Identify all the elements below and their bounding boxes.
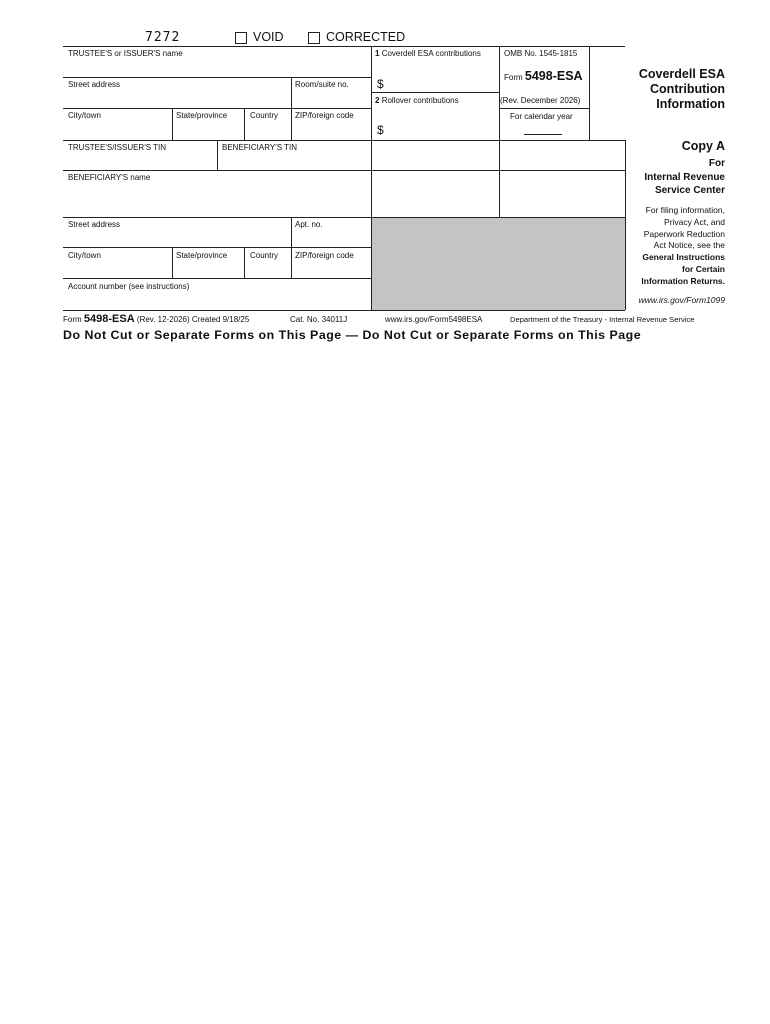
filing-info [620,205,725,288]
box1-text: Coverdell ESA contributions [381,49,481,58]
copy-recipient [620,157,725,198]
form-id [504,69,583,85]
info-line-4: Act Notice, see the [653,240,725,251]
copy-label: Copy A [681,139,725,153]
copy-irs-1: Internal Revenue [644,171,725,183]
calendar-year-label: For calendar year [510,112,573,121]
calendar-year-field[interactable] [524,134,562,135]
box1-number: 1 [375,49,380,58]
omb-number: OMB No. 1545-1815 [504,49,578,58]
void-checkbox[interactable] [235,32,247,44]
box1-label [375,49,481,59]
box1-dollar: $ [377,77,384,91]
corrected-checkbox[interactable] [308,32,320,44]
footer-form-id [63,313,249,326]
box2-label [375,96,459,106]
title-line-2: Contribution [650,82,725,96]
copy-url: www.irs.gov/Form1099 [638,295,725,305]
state-label: State/province [176,111,228,120]
info-line-5: General Instructions [642,252,725,263]
form-number: 5498-ESA [524,69,583,83]
void-label: VOID [253,30,284,44]
info-line-7: Information Returns. [641,275,725,286]
info-line-1: For filing information, [645,205,725,215]
footer-form-number: 5498-ESA [83,313,135,325]
beneficiary-name-label: BENEFICIARY'S name [68,173,151,182]
info-line-2: Privacy Act, and [664,216,725,227]
form-code: 7272 [145,30,181,45]
trustee-tin-label: TRUSTEE'S/ISSUER'S TIN [68,143,167,152]
box2-dollar: $ [377,123,384,137]
shaded-area [372,218,625,310]
info-line-6: for Certain [682,263,725,274]
form-word: Form [504,73,523,82]
ben-city-label: City/town [68,251,101,260]
form-title [598,67,725,112]
revision-date: (Rev. December 2026) [500,96,581,105]
do-not-cut-warning: Do Not Cut or Separate Forms on This Page — Do Not Cut or Separate Forms on This Page [63,328,642,342]
footer-dept: Department of the Treasury - Internal Revenue Service [510,315,695,324]
room-label: Room/suite no. [295,80,349,89]
beneficiary-tin-label: BENEFICIARY'S TIN [222,143,298,152]
corrected-label: CORRECTED [326,30,406,44]
copy-for: For [708,158,725,169]
title-line-1: Coverdell ESA [638,67,725,81]
footer-rev: (Rev. 12-2026) Created 9/18/25 [136,315,250,324]
ben-zip-label: ZIP/foreign code [295,251,354,260]
ben-state-label: State/province [176,251,228,260]
copy-irs-2: Service Center [654,185,725,196]
zip-label: ZIP/foreign code [295,111,354,120]
country-label: Country [250,111,279,120]
footer-cat: Cat. No. 34011J [290,315,348,324]
account-label: Account number (see instructions) [68,282,190,291]
apt-label: Apt. no. [295,220,323,229]
footer-url: www.irs.gov/Form5498ESA [385,315,483,324]
box2-number: 2 [375,96,380,105]
city-label: City/town [68,111,101,120]
street-label: Street address [68,80,121,89]
title-line-3: Information [656,97,725,111]
ben-country-label: Country [250,251,279,260]
info-line-3: Paperwork Reduction [643,228,725,239]
footer-form-word: Form [63,315,82,324]
trustee-name-label: TRUSTEE'S or ISSUER'S name [68,49,183,58]
ben-street-label: Street address [68,220,121,229]
box2-text: Rollover contributions [381,96,459,105]
